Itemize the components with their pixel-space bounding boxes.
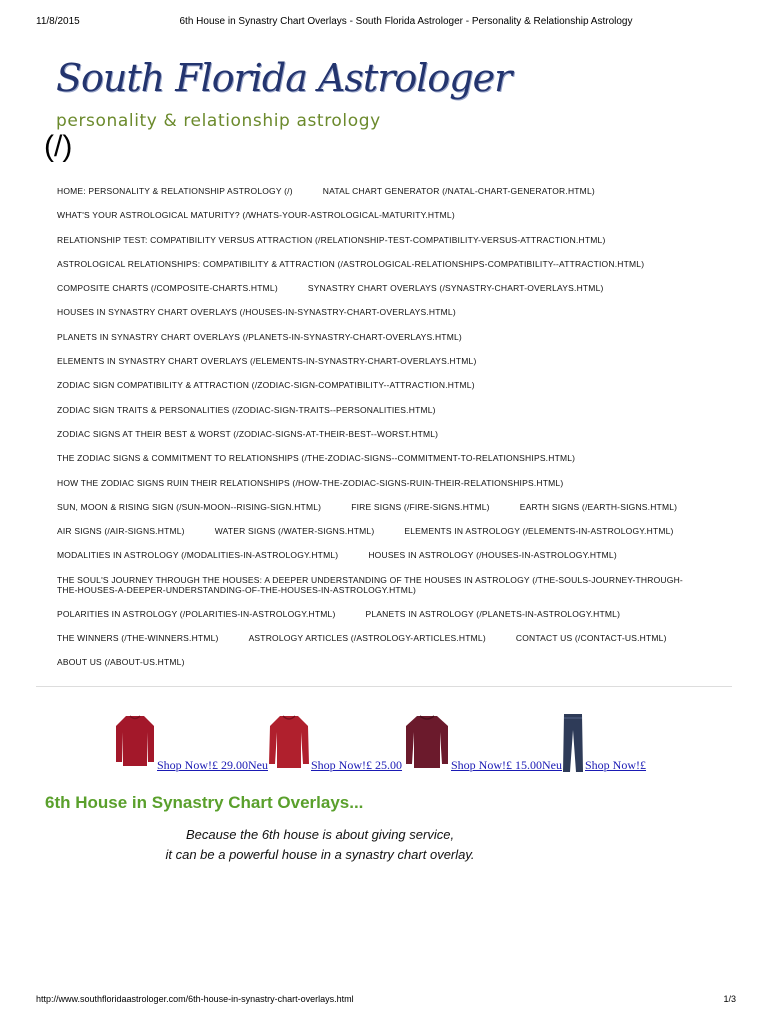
intro-line-2: it can be a powerful house in a synastry chart overlay. (165, 847, 475, 862)
print-title: 6th House in Synastry Chart Overlays - South Florida Astrologer - Personality & Relationship Astrology (179, 16, 633, 27)
nav-row (57, 502, 738, 526)
nav-row (57, 575, 738, 609)
jeans-icon[interactable] (562, 712, 584, 774)
print-url: http://www.southfloridaastrologer.com/6th-house-in-synastry-chart-overlays.html (36, 994, 354, 1004)
nav-link[interactable]: ASTROLOGY ARTICLES (/ASTROLOGY-ARTICLES.HTML) (248, 633, 486, 644)
nav-row (57, 259, 738, 283)
maroon-top-icon[interactable] (404, 712, 450, 770)
ad-banner (0, 708, 768, 778)
print-page-number: 1/3 (723, 994, 736, 1004)
intro-text (120, 825, 520, 865)
nav-link[interactable]: POLARITIES IN ASTROLOGY (/POLARITIES-IN-ASTROLOGY.HTML) (57, 608, 336, 619)
nav-row (57, 356, 738, 380)
home-link[interactable]: (/) (44, 130, 73, 163)
nav-row (57, 235, 738, 259)
nav-row (57, 210, 738, 234)
nav-link[interactable]: HOUSES IN SYNASTRY CHART OVERLAYS (/HOUSES-IN-SYNASTRY-CHART-OVERLAYS.HTML) (57, 307, 456, 318)
nav-link[interactable]: WATER SIGNS (/WATER-SIGNS.HTML) (214, 526, 375, 537)
nav-link[interactable]: ELEMENTS IN ASTROLOGY (/ELEMENTS-IN-ASTROLOGY.HTML) (404, 526, 674, 537)
nav-link[interactable]: THE ZODIAC SIGNS & COMMITMENT TO RELATIONSHIPS (/THE-ZODIAC-SIGNS--COMMITMENT-TO-RELATIONSHIPS.HTML) (57, 453, 576, 464)
ad-link-4[interactable]: Shop Now!£ (585, 758, 647, 772)
nav-link[interactable]: ELEMENTS IN SYNASTRY CHART OVERLAYS (/ELEMENTS-IN-SYNASTRY-CHART-OVERLAYS.HTML) (57, 356, 477, 367)
nav-link[interactable]: PLANETS IN ASTROLOGY (/PLANETS-IN-ASTROLOGY.HTML) (365, 608, 621, 619)
nav-row (57, 453, 738, 477)
nav-link[interactable]: THE SOUL'S JOURNEY THROUGH THE HOUSES: A DEEPER UNDERSTANDING OF THE HOUSES IN ASTROLOGY (/THE-SOULS-JOURNEY-THROUGH-THE-HOUSES-A-DEEPER-UNDERSTANDING-OF-THE-HOUSES-IN-ASTROLOGY.HTML) (57, 574, 683, 595)
intro-line-1: Because the 6th house is about giving service, (185, 827, 455, 842)
nav-link[interactable]: ABOUT US (/ABOUT-US.HTML) (57, 657, 185, 668)
main-navigation (57, 186, 738, 682)
nav-row (57, 186, 738, 210)
red-sweater-icon[interactable] (268, 712, 310, 770)
nav-row (57, 657, 738, 681)
nav-link[interactable]: SYNASTRY CHART OVERLAYS (/SYNASTRY-CHART-OVERLAYS.HTML) (307, 283, 604, 294)
nav-link[interactable]: AIR SIGNS (/AIR-SIGNS.HTML) (57, 526, 185, 537)
nav-link[interactable]: ZODIAC SIGN COMPATIBILITY & ATTRACTION (/ZODIAC-SIGN-COMPATIBILITY--ATTRACTION.HTML) (57, 380, 475, 391)
ad-link-2[interactable]: Shop Now!£ 25.00 (311, 758, 403, 772)
nav-link[interactable]: SUN, MOON & RISING SIGN (/SUN-MOON--RISING-SIGN.HTML) (57, 501, 322, 512)
nav-link[interactable]: ZODIAC SIGN TRAITS & PERSONALITIES (/ZODIAC-SIGN-TRAITS--PERSONALITIES.HTML) (57, 404, 436, 415)
ad-link-3[interactable]: Shop Now!£ 15.00Neu (451, 758, 562, 772)
nav-link[interactable]: CONTACT US (/CONTACT-US.HTML) (515, 633, 667, 644)
nav-link[interactable]: HOME: PERSONALITY & RELATIONSHIP ASTROLOGY (/) (57, 186, 293, 196)
print-header (36, 16, 736, 30)
nav-row (57, 633, 738, 657)
nav-link[interactable]: WHAT'S YOUR ASTROLOGICAL MATURITY? (/WHATS-YOUR-ASTROLOGICAL-MATURITY.HTML) (57, 210, 455, 221)
ad-link-1[interactable]: Shop Now!£ 29.00Neu (157, 758, 268, 772)
nav-row (57, 550, 738, 574)
nav-link[interactable]: MODALITIES IN ASTROLOGY (/MODALITIES-IN-ASTROLOGY.HTML) (57, 550, 339, 561)
nav-link[interactable]: EARTH SIGNS (/EARTH-SIGNS.HTML) (519, 501, 678, 512)
nav-row (57, 307, 738, 331)
nav-link[interactable]: RELATIONSHIP TEST: COMPATIBILITY VERSUS ATTRACTION (/RELATIONSHIP-TEST-COMPATIBILITY-VERSUS-ATTRACTION.HTML) (57, 234, 606, 245)
nav-link[interactable]: HOUSES IN ASTROLOGY (/HOUSES-IN-ASTROLOGY.HTML) (368, 550, 617, 561)
nav-link[interactable]: COMPOSITE CHARTS (/COMPOSITE-CHARTS.HTML) (57, 283, 278, 294)
site-logo[interactable]: South Florida Astrologer (56, 56, 512, 100)
nav-row (57, 405, 738, 429)
nav-row (57, 429, 738, 453)
nav-link[interactable]: ZODIAC SIGNS AT THEIR BEST & WORST (/ZODIAC-SIGNS-AT-THEIR-BEST--WORST.HTML) (57, 428, 439, 439)
nav-row (57, 332, 738, 356)
nav-link[interactable]: THE WINNERS (/THE-WINNERS.HTML) (57, 633, 219, 644)
nav-row (57, 478, 738, 502)
nav-link[interactable]: NATAL CHART GENERATOR (/NATAL-CHART-GENERATOR.HTML) (322, 186, 595, 196)
red-sweater-icon[interactable] (114, 712, 156, 768)
nav-link[interactable]: FIRE SIGNS (/FIRE-SIGNS.HTML) (351, 501, 490, 512)
nav-row (57, 526, 738, 550)
print-date: 11/8/2015 (36, 16, 80, 27)
nav-link[interactable]: PLANETS IN SYNASTRY CHART OVERLAYS (/PLANETS-IN-SYNASTRY-CHART-OVERLAYS.HTML) (57, 331, 462, 342)
nav-row (57, 609, 738, 633)
nav-row (57, 283, 738, 307)
divider (36, 686, 732, 687)
nav-row (57, 380, 738, 404)
page-title: 6th House in Synastry Chart Overlays... (45, 793, 364, 812)
nav-link[interactable]: HOW THE ZODIAC SIGNS RUIN THEIR RELATIONSHIPS (/HOW-THE-ZODIAC-SIGNS-RUIN-THEIR-RELATIONSHIPS.HTML) (57, 477, 564, 488)
nav-link[interactable]: ASTROLOGICAL RELATIONSHIPS: COMPATIBILITY & ATTRACTION (/ASTROLOGICAL-RELATIONSHIPS-COMPATIBILITY--ATTRACTION.HTML) (57, 258, 645, 269)
site-tagline: personality & relationship astrology (56, 111, 381, 131)
